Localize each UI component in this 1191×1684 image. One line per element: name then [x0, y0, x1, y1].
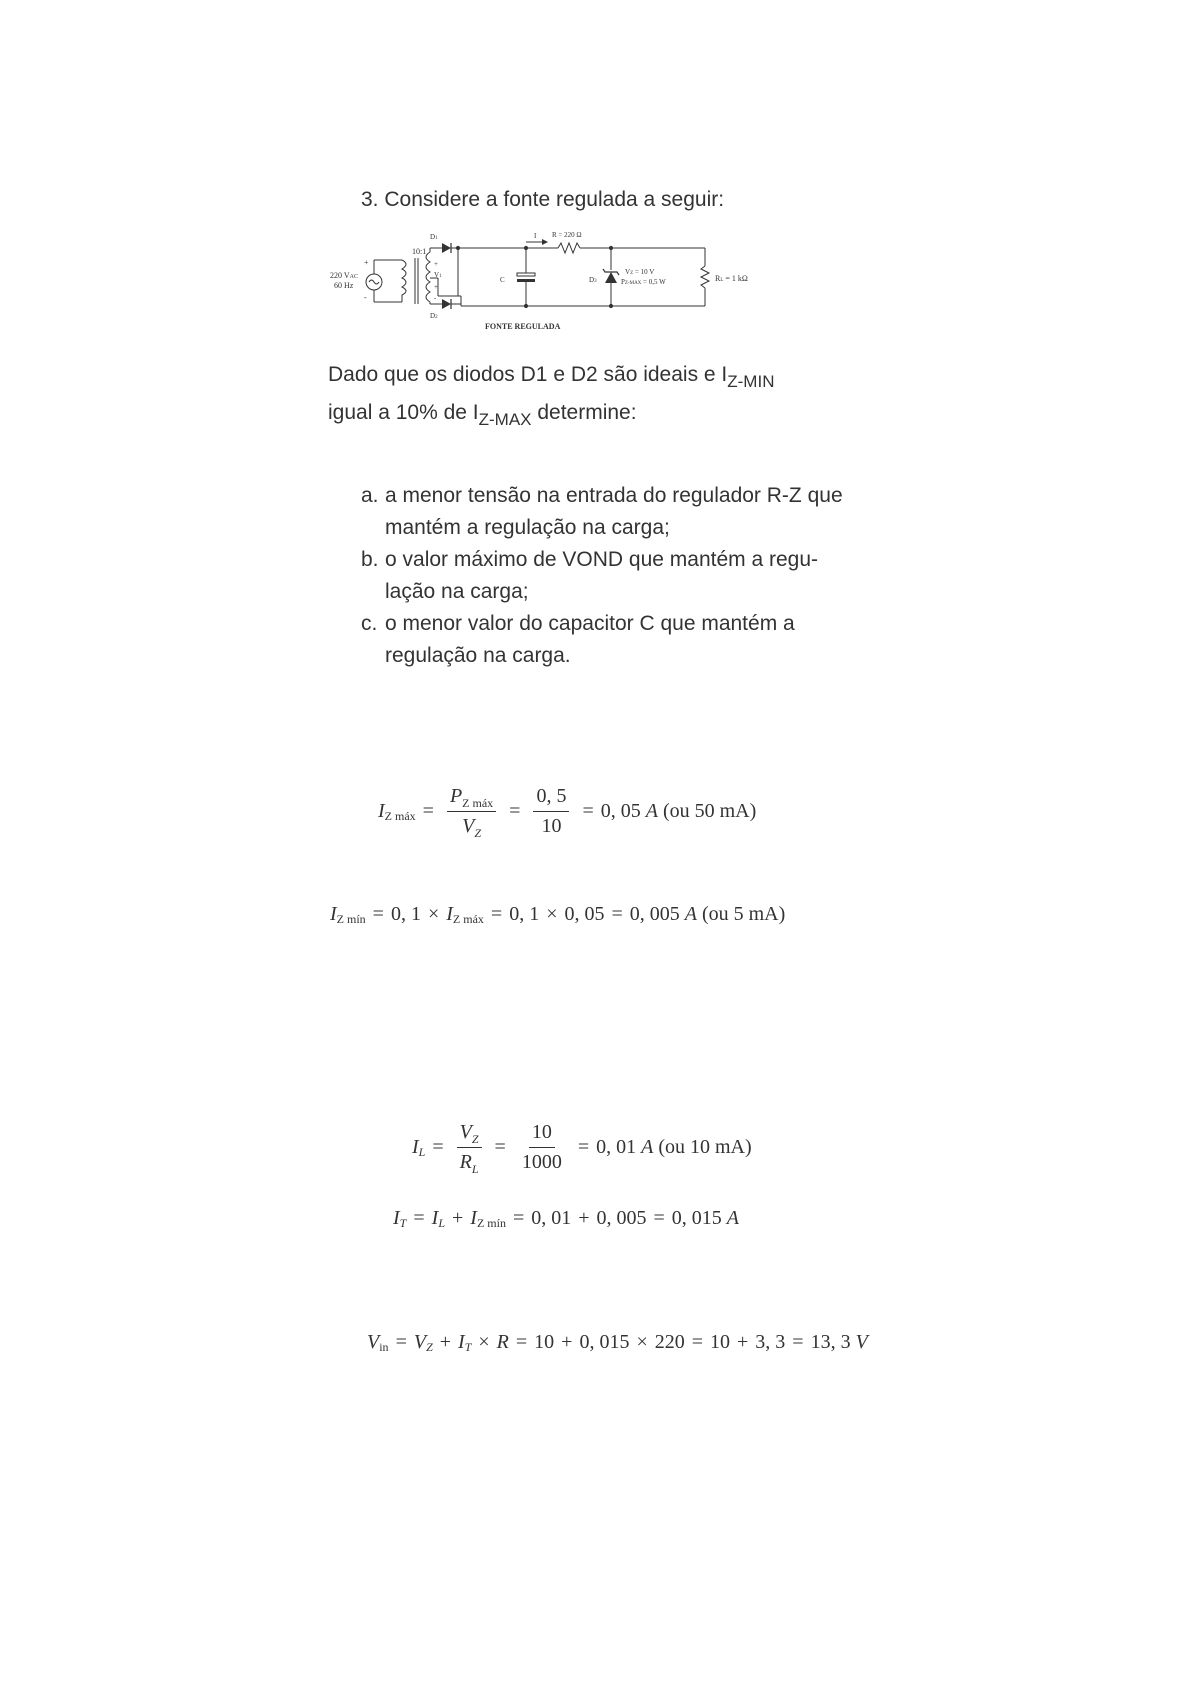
pz-label: P: [621, 278, 625, 286]
svg-text:+: +: [434, 260, 438, 268]
svg-text:-: -: [364, 293, 367, 302]
svg-text:V1: V1: [434, 271, 442, 279]
question-items: [361, 480, 861, 672]
svg-text:D1: D1: [430, 233, 438, 241]
svg-text:RL = 1 kΩ: RL = 1 kΩ: [715, 274, 748, 283]
svg-text:VZ = 10 V: VZ = 10 V: [625, 268, 655, 276]
circuit-caption: FONTE REGULADA: [485, 322, 561, 331]
list-item: a. a menor tensão na entrada do regulador R-Z que mantém a regulação na carga;: [361, 484, 843, 539]
equation-iz-max: I Z máx = $\frac{P_{Z máx}}{V_Z}$ = $\frac{0, 5}{10}$ = 0, 05 A (ou 50 mA): [378, 785, 757, 840]
svg-text:PZ-MAX = 0,5 W: PZ-MAX = 0,5 W: [621, 278, 666, 286]
svg-text:+: +: [364, 258, 369, 267]
ratio-label: 10:1: [412, 247, 427, 256]
load-resistor-icon: [701, 266, 709, 288]
vz-label: V: [625, 268, 631, 276]
svg-text:D2: D2: [430, 312, 438, 320]
svg-text:220 VAC: 220 VAC: [330, 271, 358, 280]
capacitor-label: C: [500, 276, 505, 284]
regulated-supply-circuit: [330, 231, 830, 355]
zener-d3-icon: [605, 272, 617, 283]
list-item: c. o menor valor do capacitor C que mantém a regulação na carga.: [361, 612, 795, 667]
d2-label: D: [430, 312, 436, 320]
diode-d2-icon: [442, 299, 451, 309]
capacitor-icon: [517, 273, 535, 276]
equation-it: I T = I L + I Z mín = 0, 01 + 0, 005 = 0, 015 A: [393, 1207, 740, 1230]
source-frequency-label: 60 Hz: [334, 281, 354, 290]
list-item: b. o valor máximo de VOND que mantém a regu-lação na carga;: [361, 548, 819, 603]
v1-label: V: [434, 271, 440, 279]
equation-il: I L = $\frac{V_Z}{R_L}$ = $\frac{10}{1000}$ = 0, 01 A (ou 10 mA): [412, 1121, 752, 1176]
question-title: 3. Considere a fonte regulada a seguir:: [361, 188, 725, 211]
transformer-primary-icon: [402, 260, 406, 302]
diode-d1-icon: [442, 243, 451, 253]
resistor-label: R = 220 Ω: [552, 231, 582, 239]
current-label: I: [534, 232, 537, 240]
resistor-icon: [558, 243, 580, 253]
svg-text:-: -: [434, 294, 437, 302]
source-voltage-label: 220 V: [330, 271, 350, 280]
svg-text:D3: D3: [589, 276, 597, 284]
problem-statement: Dado que os diodos D1 e D2 são ideais e $I_{Z-MIN}$ igual a 10% de $I_{Z-MAX}$ determine:: [328, 363, 775, 429]
d3-label: D: [589, 276, 595, 284]
svg-text:+: +: [434, 283, 438, 291]
equation-vin: V in = V Z + I T × R = 10 + 0, 015 × 220 = 10 + 3, 3 = 13, 3 V: [367, 1331, 868, 1354]
rl-label: R: [715, 274, 721, 283]
transformer-secondary-icon: [426, 252, 430, 302]
d1-label: D: [430, 233, 436, 241]
equation-iz-min: I Z mín = 0, 1 × I Z máx = 0, 1 × 0, 05 = 0, 005 A (ou 5 mA): [330, 903, 786, 926]
